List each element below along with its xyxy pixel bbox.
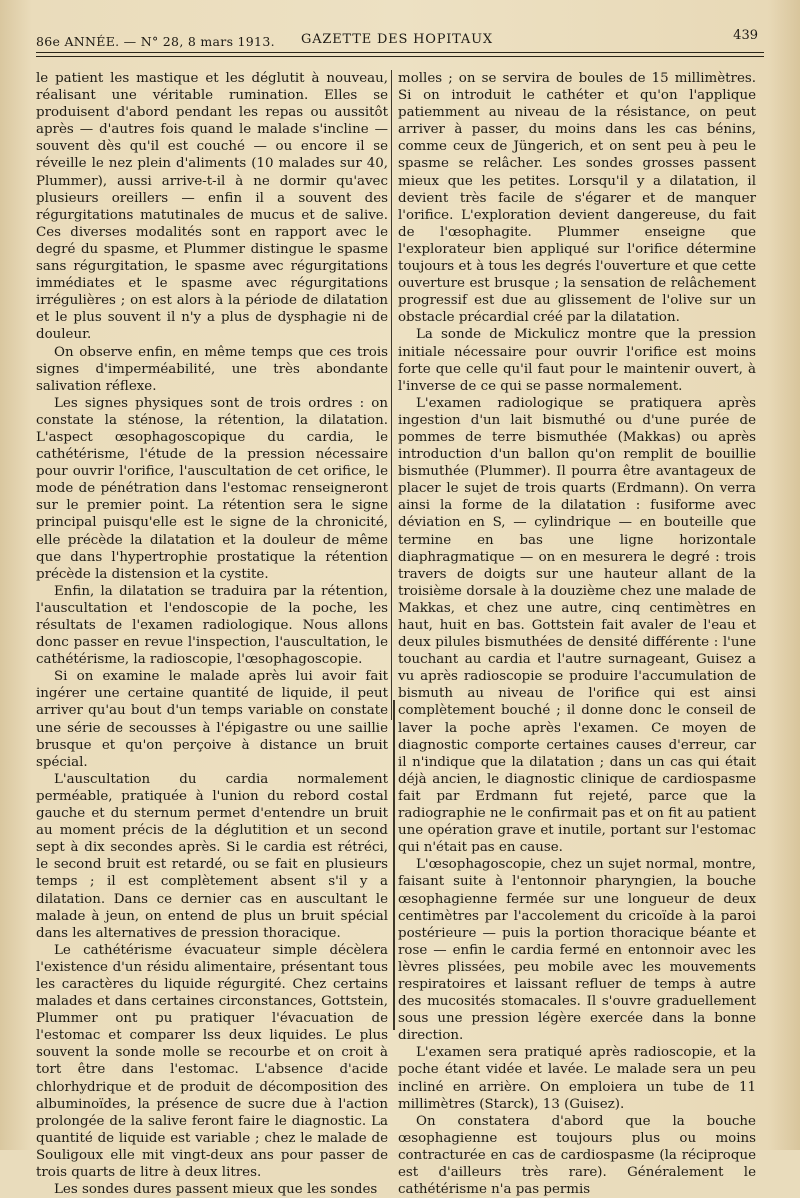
- paragraph: On observe enfin, en même temps que ces trois signes d'imperméabilité, une très abondante salivation réflexe.: [36, 344, 388, 394]
- paragraph: L'œsophagoscopie, chez un sujet normal, montre, faisant suite à l'entonnoir pharyngien, la bouche œsophagienne fermée sur une longueur de deux centimètres par l'accolement du cricoïde à la paroi postérieure — puis la portion thoracique béante et rose — enfin le cardia fermé en entonnoir avec les lèvres plissées, peu mobile avec les mouvements respiratoires et laissant refluer de temps à autre des mucosités stomacales. Il s'ouvre graduellement sous une pression légère exercée dans la bonne direction.: [398, 857, 756, 1044]
- column-divider-lower: [393, 700, 395, 1030]
- paragraph: Les sondes dures passent mieux que les sondes: [54, 1182, 378, 1198]
- header-rule: [36, 52, 764, 53]
- paragraph: Les signes physiques sont de trois ordres : on constate la sténose, la rétention, la dilatation. L'aspect œsophagoscopique du cardia, le cathétérisme, l'étude de la pression nécessaire pour ouvrir l'orifice, l'auscultation de cet orifice, le mode de pénétration dans l'estomac renseigneront sur le premier point. La rétention sera le signe principal puisqu'elle est le signe de la chronicité, elle précède la dilatation et la douleur de même que dans l'hypertrophie prostatique la rétention précède la distension et la cystite.: [36, 395, 388, 582]
- journal-title: GAZETTE DES HOPITAUX: [301, 32, 493, 47]
- paragraph: On constatera d'abord que la bouche œsophagienne est toujours plus ou moins contracturée en cas de cardiospasme (la réciproque est d'ailleurs très rare). Généralement le cathétérisme n'a pas permis: [398, 1113, 756, 1198]
- right-column: [398, 70, 756, 1198]
- page-number: 439: [733, 28, 758, 43]
- paragraph: le patient les mastique et les déglutit à nouveau, réalisant une véritable rumination. Elles se produisent d'abord pendant les repas ou aussitôt après — d'autres fois quand le malade s'incline — souvent dès qu'il est couché — ou encore il se réveille le nez plein d'aliments (10 malades sur 40, Plummer), aussi arrive-t-il à ne dormir qu'avec plusieurs oreillers — enfin il a souvent des régurgitations matutinales de mucus et de salive. Ces diverses modalités sont en rapport avec le degré du spasme, et Plummer distingue le spasme sans régurgitation, le spasme avec régurgitations immédiates et le spasme avec régurgitations irrégulières ; on est alors à la période de dilatation et le plus souvent il n'y a plus de dysphagie ni de douleur.: [36, 71, 388, 343]
- column-divider: [391, 70, 392, 720]
- paragraph: Si on examine le malade après lui avoir fait ingérer une certaine quantité de liquide, il peut arriver qu'au bout d'un temps variable on constate une série de secousses à l'épigastre ou une saillie brusque et qu'on perçoive à distance un bruit spécial.: [36, 669, 388, 770]
- header-rule-thin: [36, 56, 764, 57]
- paragraph: L'examen radiologique se pratiquera après ingestion d'un lait bismuthé ou d'une purée de pommes de terre bismuthée (Makkas) ou après introduction d'un ballon qu'on remplit de bouillie bismuthée (Plummer). Il pourra être avantageux de placer le sujet de trois quarts (Erdmann). On verra ainsi la forme de la dilatation : fusiforme avec déviation en S, — cylindrique — en bouteille que termine en bas une ligne horizontale diaphragmatique — on en mesurera le degré : trois travers de doigts sur une hauteur allant de la troisième dorsale à la douzième chez une malade de Makkas, et chez une autre, cinq centimètres en haut, huit en bas. Gottstein fait avaler de l'eau et deux pilules bismuthées de densité différente : l'une touchant au cardia et l'autre surnageant, Guisez a vu après radioscopie se produire l'accumulation de bismuth au niveau de l'orifice qui est ainsi complètement bouché ; il donne donc le conseil de laver la poche après l'examen. Ce moyen de diagnostic comporte certaines causes d'erreur, car il n'indique que la dilatation ; dans un cas qui était déjà ancien, le diagnostic clinique de cardiospasme fait par Erdmann fut rejeté, parce que la radiographie ne le confirmait pas et on fit au patient une opération grave et inutile, portant sur l'estomac qui n'était pas en cause.: [398, 395, 756, 856]
- paragraph: L'examen sera pratiqué après radioscopie, et la poche étant vidée et lavée. Le malade sera un peu incliné en arrière. On emploiera un tube de 11 millimètres (Starck), 13 (Guisez).: [398, 1045, 756, 1112]
- paragraph: Enfin, la dilatation se traduira par la rétention, l'auscultation et l'endoscopie de la poche, les résultats de l'examen radiologique. Nous allons donc passer en revue l'inspection, l'auscultation, le cathétérisme, la radioscopie, l'œsophagoscopie.: [36, 583, 388, 668]
- page-header: [36, 30, 758, 50]
- paragraph: La sonde de Mickulicz montre que la pression initiale nécessaire pour ouvrir l'orifice est moins forte que celle qu'il faut pour le maintenir ouvert, à l'inverse de ce qui se passe normalement.: [398, 327, 756, 394]
- left-column: [36, 70, 388, 1198]
- paragraph: Le cathétérisme évacuateur simple décèlera l'existence d'un résidu alimentaire, présentant tous les caractères du liquide régurgité. Chez certains malades et dans certaines circonstances, Gottstein, Plummer ont pu pratiquer l'évacuation de l'estomac et comparer lss deux liquides. Le plus souvent la sonde molle se recourbe et on croit à tort être dans l'estomac. L'absence d'acide chlorhydrique et de produit de décomposition des albuminoïdes, la présence de sucre due à l'action prolongée de la salive feront faire le diagnostic. La quantité de liquide est variable ; chez le malade de Souligoux elle mit vingt-deux ans pour passer de trois quarts de litre à deux litres.: [36, 942, 388, 1180]
- issue-line: 86e ANNÉE. — N° 28, 8 mars 1913.: [36, 34, 275, 49]
- paragraph: molles ; on se servira de boules de 15 millimètres. Si on introduit le cathéter et qu'on l'applique patiemment au niveau de la résistance, on peut arriver à passer, du moins dans les cas bénins, comme ceux de Jüngerich, et on sent peu à peu le spasme se relâcher. Les sondes grosses passent mieux que les petites. Lorsqu'il y a dilatation, il devient très facile de s'égarer et de manquer l'orifice. L'exploration devient dangereuse, du fait de l'œsophagite. Plummer enseigne que l'explorateur bien appliqué sur l'orifice détermine toujours et à tous les degrés l'ouverture et que cette ouverture est brusque ; la sensation de relâchement progressif est due au glissement de l'olive sur un obstacle précardial créé par la dilatation.: [398, 71, 756, 326]
- paragraph: L'auscultation du cardia normalement perméable, pratiquée à l'union du rebord costal gauche et du sternum permet d'entendre un bruit au moment précis de la déglutition et un second sept à dix secondes après. Si le cardia est rétréci, le second bruit est retardé, ou se fait en plusieurs temps ; il est complètement absent s'il y a dilatation. Dans ce dernier cas en auscultant le malade à jeun, on entend de plus un bruit spécial dans les alternatives de pression thoracique.: [36, 771, 388, 941]
